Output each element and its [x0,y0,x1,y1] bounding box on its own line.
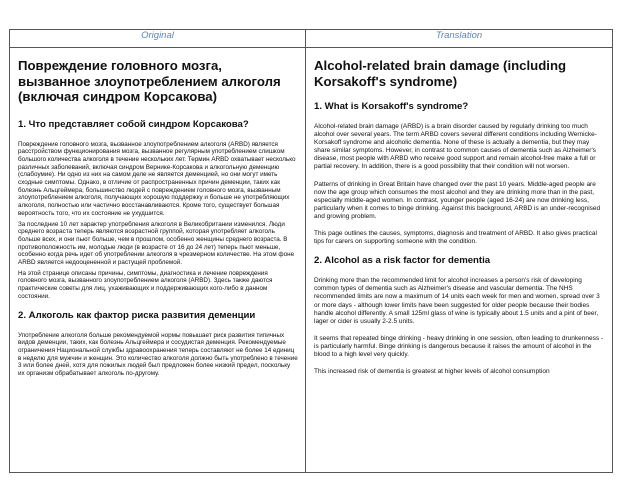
translation-section1-paragraph1: Alcohol-related brain damage (ARBD) is a brain disorder caused by regularly drinking too much alcohol over several years. The term ARBD covers several different conditions including Wernicke-Korsakoff syndrome and alcoholic dementia. None of these is actually a dementia, but they may share similar symptoms. However, in contrast to common causes of dementia such as Alzheimer's disease, most people with ARBD who receive good support and remain alcohol-free make a full or partial recovery. In addition, there is a good possibility that their condition will not worsen. [314,123,597,171]
translation-section2-paragraph1: Drinking more than the recommended limit for alcohol increases a person's risk of developing common types of dementia such as Alzheimer's disease and vascular dementia. The NHS recommended limits are now a maximum of 14 units each week for men and women, spread over 3 or more days - although lower limits have been suggested for older people because their bodies handle alcohol differently. A small 125ml glass of wine is typically about 1.5 units and a pint of beer, lager or cider is usually 2-2.5 units. [314,277,600,325]
translation-section2-paragraph3: This increased risk of dementia is greatest at higher levels of alcohol consumption [314,368,550,376]
original-column-header: Original [10,30,306,48]
translation-section1-paragraph2: Patterns of drinking in Great Britain have changed over the past 10 years. Middle-aged people are now the age group which consumes the most alcohol and they are drinking more than in the past, especially middle-aged women. In contrast, younger people (aged 16-24) are now drinking less, particularly when it comes to binge drinking. Against this background, ARBD is an under-recognised and growing problem. [314,180,601,220]
header-row [10,30,613,48]
original-section1-paragraph2: За последние 10 лет характер употребления алкоголя в Великобритании изменился. Люди среднего возраста теперь являются возрастной группой, которая употребляет алкоголь больше всех, и они пьют больше, чем в прошлом, особенно женщины среднего возраста. В противоположность им, молодые люди (в возрасте от 16 до 24 лет) теперь пьют меньше, особенно когда речь идет об употреблении алкоголя в чрезмерном количестве. На этом фоне ARBD является недооцененной и растущей проблемой. [18,220,295,267]
original-section1-paragraph1: Повреждение головного мозга, вызванное злоупотреблением алкоголя (ARBD) является расстройством функционирования мозга, вызванное регулярным употреблением слишком большого количества алкоголя в течение нескольких лет. Термин ARBD охватывает несколько различных заболеваний, включая синдром Вернике-Корсакова и алкогольную деменцию (слабоумие). Ни одно из них на самом деле не является деменцией, но они могут иметь сходные симптомы. Однако, в отличие от распространенных причин деменции, таких как болезнь Альцгеймера, большинство людей с повреждением головного мозга, вызванным злоупотреблением алкоголя, получающих хорошую поддержку и больше не употребляющих алкоголя, полностью или частично восстанавливаются. Кроме того, существует большая вероятность того, что их состояние не ухудшится. [18,140,296,217]
translation-title: Alcohol-related brain damage (including Korsakoff's syndrome) [314,58,567,89]
content-row [10,48,613,473]
original-section1-paragraph3: На этой странице описаны причины, симптомы, диагностика и лечение повреждения головного мозга, вызванного злоупотреблением алкоголя (ARBD). Здесь также даются практические советы для лиц, ухаживающих и поддерживающих кого-либо в данном состоянии. [18,269,273,300]
translation-section1-heading: 1. What is Korsakoff's syndrome? [314,101,469,112]
original-title: Повреждение головного мозга, вызванное злоупотреблением алкоголя (включая синдром Корсакова) [18,58,281,104]
original-section2-paragraph1: Употребление алкоголя больше рекомендуемой нормы повышает риск развития типичных видов деменции, таких, как болезнь Альцгеймера и сосудистая деменция. Рекомендуемые ограничения Национальной службы здравоохранения теперь составляют не более 14 единиц в неделю для мужчин и женщин. Это количество алкоголя должно быть употреблено в течение 3 или более дней, хотя для пожилых людей был предложен более низкий предел, поскольку их организм обрабатывает алкоголь по-другому. [18,331,298,378]
translation-section1-paragraph3: This page outlines the causes, symptoms, diagnosis and treatment of ARBD. It also gives practical tips for carers on supporting someone with the condition. [314,230,597,246]
translation-column-header: Translation [306,30,613,48]
original-section2-heading: 2. Алкоголь как фактор риска развития деменции [18,309,256,321]
translation-section2-paragraph2: It seems that repeated binge drinking - heavy drinking in one session, often leading to drunkenness - is particularly harmful. Binge drinking is dangerous because it raises the amount of alcohol in the blood to a high level very quickly. [314,334,604,358]
original-section1-heading: 1. Что представляет собой синдром Корсакова? [18,118,249,130]
translation-section2-heading: 2. Alcohol as a risk factor for dementia [314,255,491,267]
translation-cell [306,48,613,473]
original-cell [10,48,306,473]
bilingual-table [9,29,613,473]
